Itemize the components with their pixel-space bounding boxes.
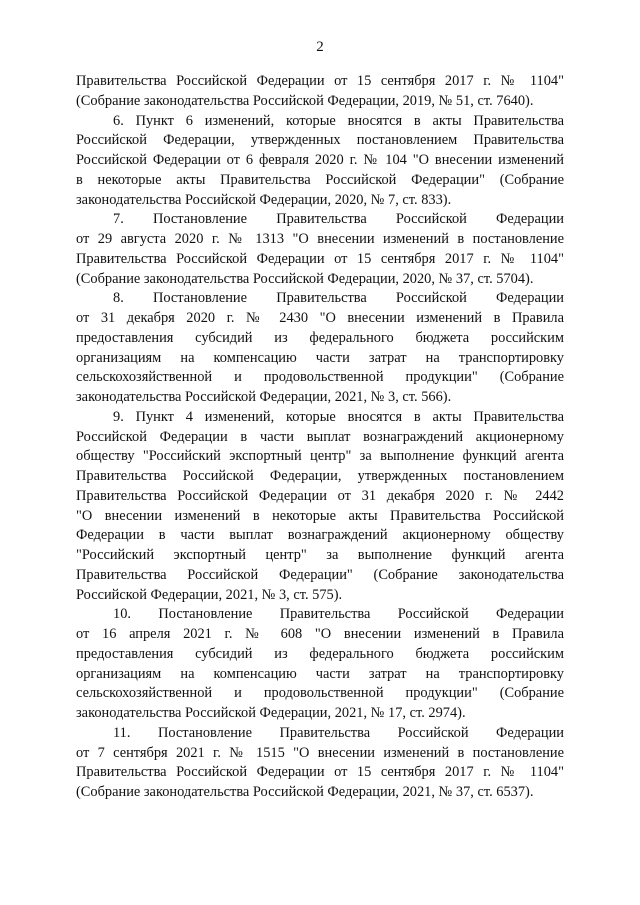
paragraph-line: Правительства Российской Федерации от 15 сентября 2017 г. № 1104": [76, 73, 564, 89]
paragraph-line: Правительства Российской Федерации от 15 сентября 2017 г. № 1104": [76, 764, 564, 781]
paragraph-line: предоставления субсидий из федерального бюджета российским: [76, 329, 564, 346]
paragraph: [76, 210, 564, 289]
paragraph-line: Правительства Российской Федерации" (Собрание законодательства: [76, 566, 564, 583]
paragraph-line: от 29 августа 2020 г. № 1313 "О внесении изменений в постановление: [76, 231, 564, 247]
paragraph-line: 9. Пункт 4 изменений, которые вносятся в акты Правительства: [113, 408, 564, 425]
paragraph-line: от 7 сентября 2021 г. № 1515 "О внесении изменений в постановление: [76, 744, 564, 761]
paragraph: [76, 112, 564, 211]
paragraph-line: законодательства Российской Федерации, 2021, № 3, ст. 566).: [76, 389, 452, 405]
paragraph-line: сельскохозяйственной и продовольственной продукции" (Собрание: [76, 685, 564, 702]
paragraph-line: 7. Постановление Правительства Российской Федерации: [113, 211, 564, 228]
paragraph-line: (Собрание законодательства Российской Федерации, 2019, № 51, ст. 7640).: [76, 92, 534, 109]
paragraph-line: Федерации в части выплат вознаграждений акционерному обществу: [76, 527, 564, 544]
paragraph-line: (Собрание законодательства Российской Федерации, 2021, № 37, ст. 6537).: [76, 784, 534, 800]
paragraph-line: организациям на компенсацию части затрат на транспортировку: [76, 349, 564, 366]
paragraph-line: (Собрание законодательства Российской Федерации, 2020, № 37, ст. 5704).: [76, 270, 534, 287]
document-body: [76, 72, 564, 803]
paragraph: [76, 72, 564, 112]
page-number: 2: [316, 39, 324, 55]
paragraph-line: Правительства Российской Федерации от 31 декабря 2020 г. № 2442: [76, 487, 564, 504]
paragraph-line: "Российский экспортный центр" за выполнение функций агента: [76, 547, 564, 563]
paragraph: [76, 289, 564, 408]
paragraph-line: обществу "Российский экспортный центр" за выполнение функций агента: [76, 448, 564, 465]
paragraph-line: Российской Федерации, 2021, № 3, ст. 575).: [76, 586, 343, 603]
paragraph-line: предоставления субсидий из федерального бюджета российским: [76, 645, 564, 662]
paragraph-line: Правительства Российской Федерации от 15 сентября 2017 г. № 1104": [76, 250, 564, 267]
paragraph-line: Российской Федерации в части выплат вознаграждений акционерному: [76, 428, 564, 445]
paragraph-line: 8. Постановление Правительства Российской Федерации: [113, 290, 564, 307]
paragraph-line: в некоторые акты Правительства Российской Федерации" (Собрание: [76, 171, 564, 188]
paragraph-line: Российской Федерации, утвержденных постановлением Правительства: [76, 132, 564, 149]
paragraph-line: законодательства Российской Федерации, 2020, № 7, ст. 833).: [76, 191, 452, 208]
paragraph-line: Правительства Российской Федерации, утвержденных постановлением: [76, 468, 564, 484]
paragraph: [76, 605, 564, 724]
paragraph-line: 10. Постановление Правительства Российской Федерации: [113, 606, 564, 623]
paragraph: [76, 724, 564, 803]
paragraph-line: 11. Постановление Правительства Российской Федерации: [113, 724, 564, 741]
paragraph-line: "О внесении изменений в некоторые акты Правительства Российской: [76, 507, 564, 524]
paragraph-line: от 31 декабря 2020 г. № 2430 "О внесении изменений в Правила: [76, 310, 564, 326]
paragraph-line: Российской Федерации от 6 февраля 2020 г. № 104 "О внесении изменений: [76, 152, 564, 168]
paragraph-line: законодательства Российской Федерации, 2021, № 17, ст. 2974).: [76, 705, 466, 721]
paragraph-line: от 16 апреля 2021 г. № 608 "О внесении изменений в Правила: [76, 626, 564, 642]
paragraph-line: организациям на компенсацию части затрат на транспортировку: [76, 665, 564, 682]
paragraph-line: сельскохозяйственной и продовольственной продукции" (Собрание: [76, 369, 564, 386]
paragraph: [76, 408, 564, 606]
paragraph-line: 6. Пункт 6 изменений, которые вносятся в акты Правительства: [113, 112, 564, 129]
